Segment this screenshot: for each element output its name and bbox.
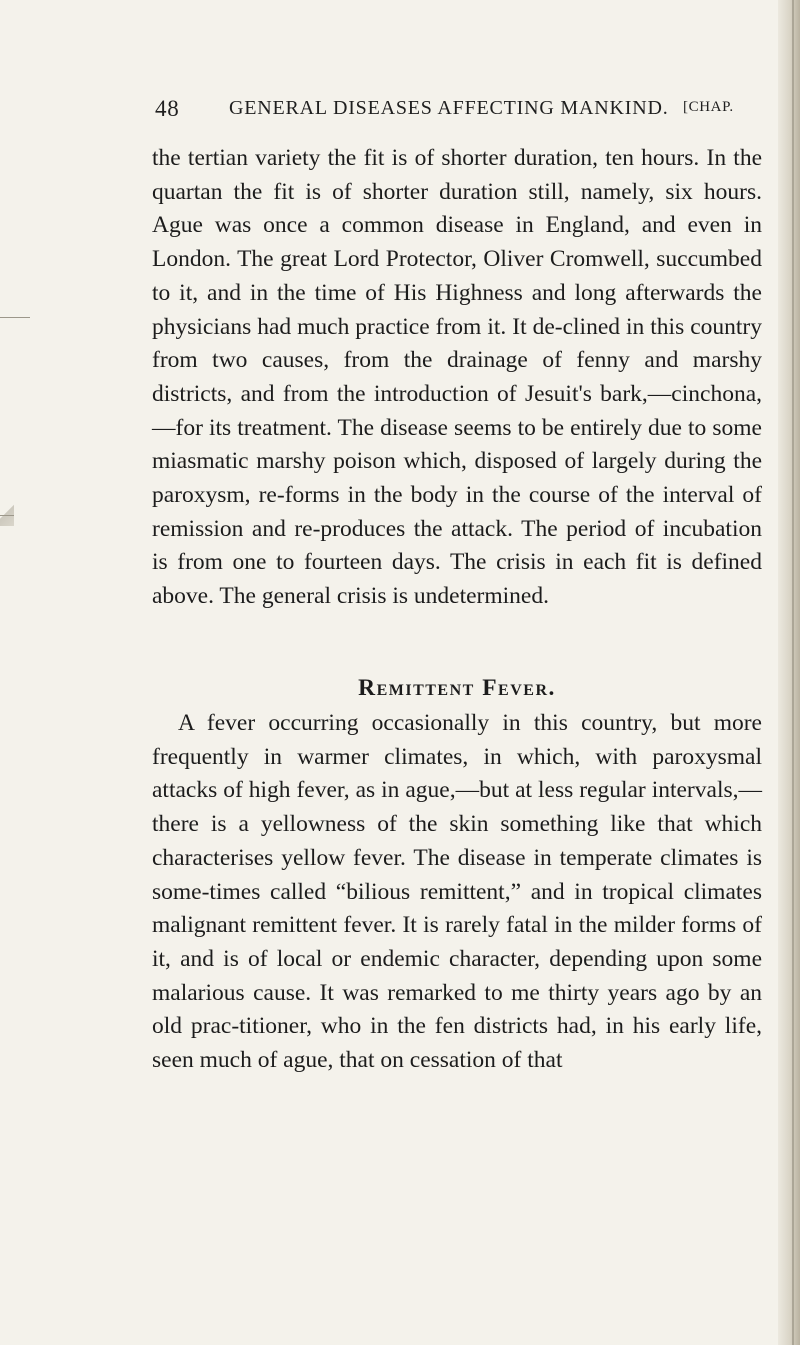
page-edge-mark xyxy=(0,317,30,318)
book-gutter xyxy=(778,0,800,1345)
gutter-shadow-line xyxy=(792,0,794,1345)
section-heading-remittent-fever: Remittent Fever. xyxy=(358,675,556,701)
paragraph-ague-continued: the tertian variety the fit is of shorter duration, ten hours. In the quartan the fit is of shorter duration still, namely, six hours. Ague was once a common disease in England, and even in London. The great Lord Protector, Oliver Cromwell, succumbed to it, and in the time of His Highness and long afterwards the physicians had much practice from it. It de-clined in this country from two causes, from the drainage of fenny and marshy districts, and from the introduction of Jesuit's bark,—cinchona,—for its treatment. The disease seems to be entirely due to some miasmatic marshy poison which, disposed of largely during the paroxysm, re-forms in the body in the course of the interval of remission and re-produces the attack. The period of incubation is from one to fourteen days. The crisis in each fit is defined above. The general crisis is undetermined. xyxy=(152,145,762,610)
chapter-marker: [CHAP. xyxy=(683,99,734,115)
paragraph-remittent-fever: A fever occurring occasionally in this country, but more frequently in warmer climates, in which, with paroxysmal attacks of high fever, as in ague,—but at less regular intervals,—there is a yellowness of the skin something like that which characterises yellow fever. The disease in temperate climates is some-times called “bilious remittent,” and in tropical climates malignant remittent fever. It is rarely fatal in the milder forms of it, and is of local or endemic character, depending upon some malarious cause. It was remarked to me thirty years ago by an old prac-titioner, who in the fen districts had, in his early life, seen much of ague, that on cessation of that xyxy=(152,710,762,1074)
page-number: 48 xyxy=(155,96,180,121)
running-title: GENERAL DISEASES AFFECTING MANKIND. xyxy=(229,97,669,119)
page-edge-mark xyxy=(0,515,14,516)
